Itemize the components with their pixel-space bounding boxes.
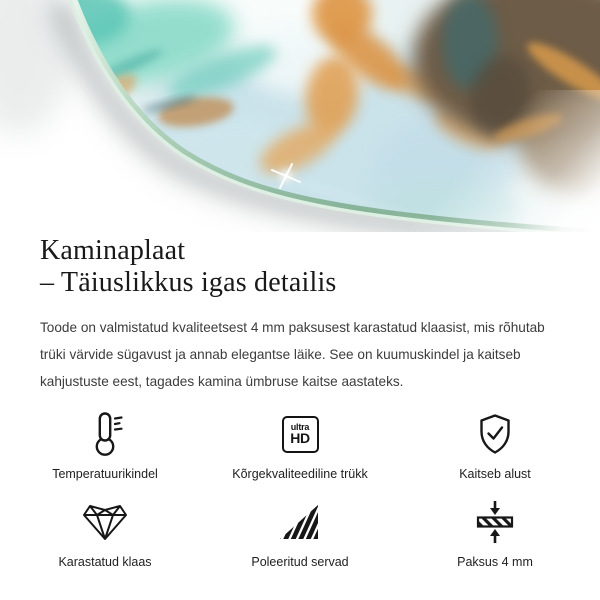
feature-temperature-resistant: [10, 410, 200, 481]
feature-thickness: [400, 498, 590, 569]
feature-grid: [10, 410, 590, 569]
feature-protects-base: [400, 410, 590, 481]
polished-edges-icon: [276, 498, 324, 546]
feature-label: Paksus 4 mm: [457, 555, 533, 569]
feature-polished-edges: [205, 498, 395, 569]
product-hero: [0, 0, 600, 232]
product-description: Toode on valmistatud kvaliteetsest 4 mm paksusest karastatud klaasist, mis rõhutab trüki värvide sügavust ja annab elegantse läike. See on kuumuskindel ja kaitseb kahjustuste eest, tagades kamina ümbruse kaitse aastateks.: [40, 320, 545, 389]
thermometer-icon: [81, 410, 129, 458]
feature-label: Kaitseb alust: [459, 467, 531, 481]
page-title-line1: Kaminaplaat: [40, 235, 186, 266]
shield-check-icon: [471, 410, 519, 458]
feature-label: Karastatud klaas: [58, 555, 152, 569]
feature-high-quality-print: [205, 410, 395, 481]
feature-tempered-glass: [10, 498, 200, 569]
glass-plate-image: [0, 0, 600, 232]
page-title-line2: – Täiuslikkus igas detailis: [40, 267, 337, 298]
feature-label: Poleeritud servad: [251, 555, 349, 569]
ultra-hd-icon: [282, 410, 319, 458]
feature-label: Temperatuurikindel: [52, 467, 158, 481]
ultra-hd-text-bottom: HD: [290, 430, 310, 446]
feature-label: Kõrgekvaliteediline trükk: [232, 467, 368, 481]
ultra-hd-text-top: ultra: [290, 422, 310, 432]
page-title: [40, 235, 600, 299]
thickness-icon: [471, 498, 519, 546]
diamond-icon: [81, 498, 129, 546]
